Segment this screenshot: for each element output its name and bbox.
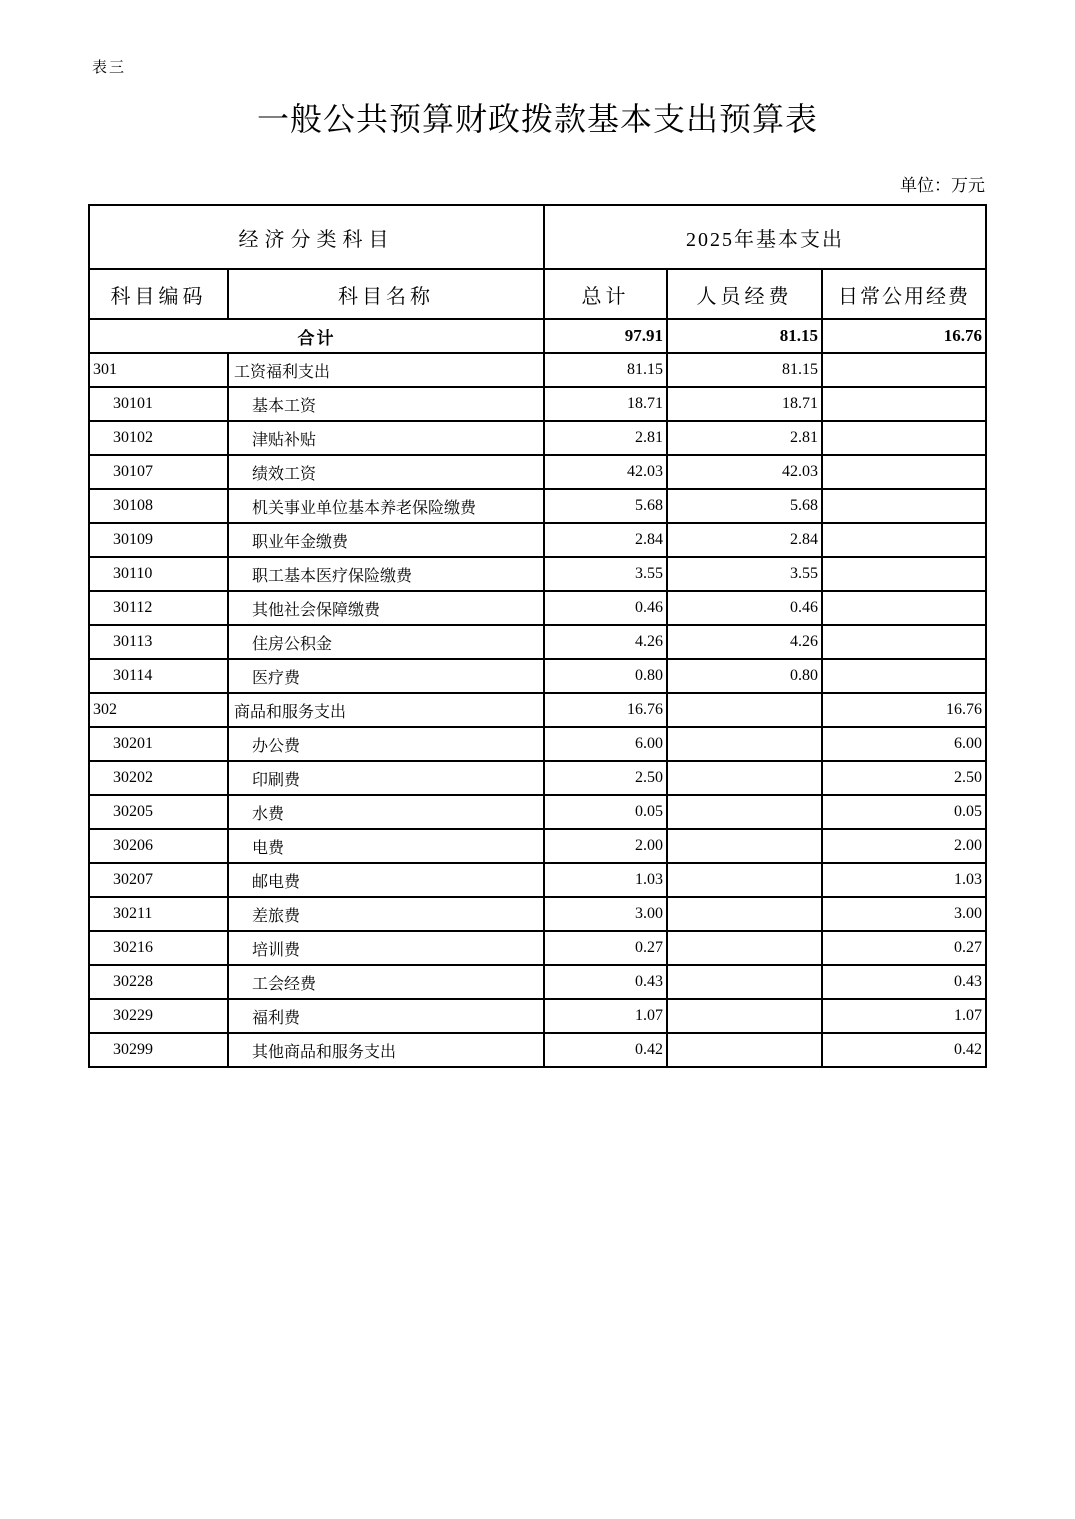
personnel-value-cell [667, 897, 822, 931]
total-value-cell: 2.50 [544, 761, 667, 795]
subject-code-cell: 30110 [89, 557, 228, 591]
column-header-subject-name: 科目名称 [228, 269, 544, 319]
total-value-cell: 0.80 [544, 659, 667, 693]
daily-value-cell [822, 455, 986, 489]
total-value-cell: 1.03 [544, 863, 667, 897]
daily-value-cell [822, 625, 986, 659]
table-row [89, 1033, 986, 1067]
total-row-daily-value: 16.76 [822, 319, 986, 353]
subject-code-cell: 30207 [89, 863, 228, 897]
subject-name-cell: 其他商品和服务支出 [228, 1033, 544, 1067]
personnel-value-cell [667, 829, 822, 863]
total-value-cell: 0.46 [544, 591, 667, 625]
personnel-value-cell [667, 863, 822, 897]
table-row [89, 523, 986, 557]
total-value-cell: 1.07 [544, 999, 667, 1033]
subject-code-cell: 30299 [89, 1033, 228, 1067]
subject-name-cell: 津贴补贴 [228, 421, 544, 455]
daily-value-cell [822, 387, 986, 421]
total-value-cell: 0.42 [544, 1033, 667, 1067]
personnel-value-cell: 3.55 [667, 557, 822, 591]
personnel-value-cell [667, 693, 822, 727]
subject-code-cell: 30228 [89, 965, 228, 999]
daily-value-cell [822, 591, 986, 625]
total-row [89, 319, 986, 353]
daily-value-cell: 2.00 [822, 829, 986, 863]
daily-value-cell [822, 421, 986, 455]
table-row [89, 829, 986, 863]
daily-value-cell: 1.03 [822, 863, 986, 897]
personnel-value-cell: 42.03 [667, 455, 822, 489]
daily-value-cell: 6.00 [822, 727, 986, 761]
personnel-value-cell: 2.84 [667, 523, 822, 557]
column-header-subject-code: 科目编码 [89, 269, 228, 319]
total-row-label: 合计 [89, 319, 544, 353]
total-value-cell: 2.00 [544, 829, 667, 863]
subject-name-cell: 职业年金缴费 [228, 523, 544, 557]
table-body [89, 319, 986, 1067]
subject-code-cell: 30102 [89, 421, 228, 455]
subject-code-cell: 30205 [89, 795, 228, 829]
personnel-value-cell: 2.81 [667, 421, 822, 455]
subject-code-cell: 30101 [89, 387, 228, 421]
column-header-total: 总计 [544, 269, 667, 319]
table-row [89, 931, 986, 965]
table-row [89, 727, 986, 761]
personnel-value-cell: 0.46 [667, 591, 822, 625]
subject-name-cell: 培训费 [228, 931, 544, 965]
subject-name-cell: 职工基本医疗保险缴费 [228, 557, 544, 591]
subject-code-cell: 30206 [89, 829, 228, 863]
header-group-row [89, 205, 986, 269]
total-value-cell: 2.81 [544, 421, 667, 455]
subject-code-cell: 30108 [89, 489, 228, 523]
table-row [89, 693, 986, 727]
personnel-value-cell [667, 761, 822, 795]
total-value-cell: 0.27 [544, 931, 667, 965]
subject-code-cell: 30216 [89, 931, 228, 965]
total-value-cell: 4.26 [544, 625, 667, 659]
subject-name-cell: 工资福利支出 [228, 353, 544, 387]
table-row [89, 353, 986, 387]
table-row [89, 863, 986, 897]
subject-name-cell: 商品和服务支出 [228, 693, 544, 727]
personnel-value-cell [667, 795, 822, 829]
subject-name-cell: 邮电费 [228, 863, 544, 897]
subject-code-cell: 30109 [89, 523, 228, 557]
table-row [89, 897, 986, 931]
total-value-cell: 3.55 [544, 557, 667, 591]
subject-code-cell: 30113 [89, 625, 228, 659]
daily-value-cell: 1.07 [822, 999, 986, 1033]
personnel-value-cell: 4.26 [667, 625, 822, 659]
table-number-label: 表三 [92, 60, 127, 76]
daily-value-cell: 3.00 [822, 897, 986, 931]
table-row [89, 999, 986, 1033]
total-row-total-value: 97.91 [544, 319, 667, 353]
daily-value-cell [822, 353, 986, 387]
total-row-personnel-value: 81.15 [667, 319, 822, 353]
personnel-value-cell: 81.15 [667, 353, 822, 387]
table-row [89, 421, 986, 455]
total-value-cell: 2.84 [544, 523, 667, 557]
header-column-row [89, 269, 986, 319]
table-row [89, 965, 986, 999]
daily-value-cell: 0.43 [822, 965, 986, 999]
table-row [89, 659, 986, 693]
total-value-cell: 81.15 [544, 353, 667, 387]
personnel-value-cell [667, 727, 822, 761]
subject-code-cell: 30107 [89, 455, 228, 489]
personnel-value-cell [667, 965, 822, 999]
column-header-personnel-funds: 人员经费 [667, 269, 822, 319]
column-header-daily-public-funds: 日常公用经费 [822, 269, 986, 319]
subject-name-cell: 绩效工资 [228, 455, 544, 489]
subject-code-cell: 30201 [89, 727, 228, 761]
subject-code-cell: 30112 [89, 591, 228, 625]
subject-name-cell: 办公费 [228, 727, 544, 761]
daily-value-cell [822, 523, 986, 557]
total-value-cell: 3.00 [544, 897, 667, 931]
daily-value-cell: 2.50 [822, 761, 986, 795]
total-value-cell: 6.00 [544, 727, 667, 761]
table-row [89, 489, 986, 523]
subject-name-cell: 水费 [228, 795, 544, 829]
subject-code-cell: 30211 [89, 897, 228, 931]
subject-code-cell: 30202 [89, 761, 228, 795]
subject-name-cell: 基本工资 [228, 387, 544, 421]
total-value-cell: 16.76 [544, 693, 667, 727]
page-title: 一般公共预算财政拨款基本支出预算表 [256, 101, 818, 137]
daily-value-cell [822, 489, 986, 523]
personnel-value-cell [667, 931, 822, 965]
total-value-cell: 0.43 [544, 965, 667, 999]
total-value-cell: 42.03 [544, 455, 667, 489]
daily-value-cell: 0.42 [822, 1033, 986, 1067]
table-row [89, 761, 986, 795]
personnel-value-cell: 0.80 [667, 659, 822, 693]
table-row [89, 625, 986, 659]
daily-value-cell: 16.76 [822, 693, 986, 727]
daily-value-cell: 0.05 [822, 795, 986, 829]
daily-value-cell [822, 659, 986, 693]
subject-name-cell: 其他社会保障缴费 [228, 591, 544, 625]
subject-name-cell: 印刷费 [228, 761, 544, 795]
header-2025-basic-expenditure: 2025年基本支出 [544, 205, 986, 269]
daily-value-cell: 0.27 [822, 931, 986, 965]
total-value-cell: 18.71 [544, 387, 667, 421]
subject-code-cell: 30229 [89, 999, 228, 1033]
subject-name-cell: 差旅费 [228, 897, 544, 931]
subject-name-cell: 住房公积金 [228, 625, 544, 659]
table-row [89, 455, 986, 489]
subject-code-cell: 30114 [89, 659, 228, 693]
total-value-cell: 5.68 [544, 489, 667, 523]
subject-code-cell: 301 [89, 353, 228, 387]
header-economic-classification: 经济分类科目 [89, 205, 544, 269]
budget-table [88, 204, 987, 1068]
subject-name-cell: 工会经费 [228, 965, 544, 999]
subject-name-cell: 机关事业单位基本养老保险缴费 [228, 489, 544, 523]
subject-name-cell: 电费 [228, 829, 544, 863]
unit-label: 单位：万元 [900, 176, 985, 195]
table-row [89, 387, 986, 421]
subject-code-cell: 302 [89, 693, 228, 727]
table-row [89, 557, 986, 591]
personnel-value-cell [667, 999, 822, 1033]
subject-name-cell: 福利费 [228, 999, 544, 1033]
table-row [89, 795, 986, 829]
total-value-cell: 0.05 [544, 795, 667, 829]
table-row [89, 591, 986, 625]
daily-value-cell [822, 557, 986, 591]
subject-name-cell: 医疗费 [228, 659, 544, 693]
personnel-value-cell: 5.68 [667, 489, 822, 523]
personnel-value-cell: 18.71 [667, 387, 822, 421]
personnel-value-cell [667, 1033, 822, 1067]
